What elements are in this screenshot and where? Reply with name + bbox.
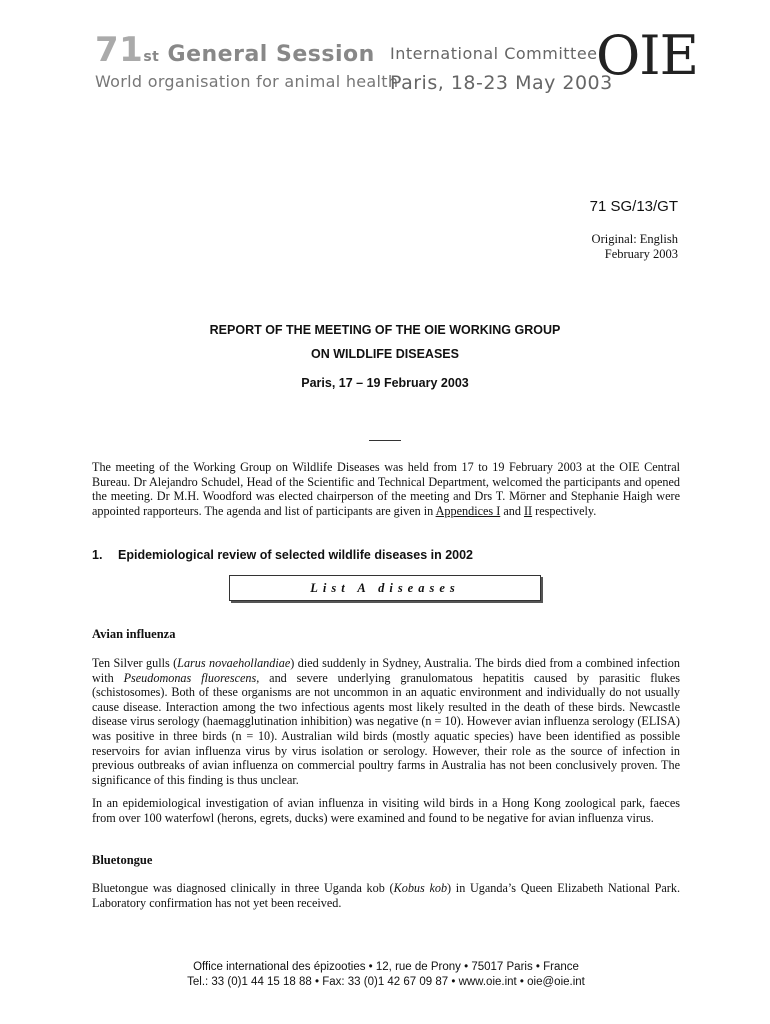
avian-influenza-heading: Avian influenza [92,627,176,641]
species-kobus: Kobus kob [393,881,448,895]
committee-label: International Committee [390,44,598,63]
original-language: Original: English [591,232,678,246]
bluetongue-heading: Bluetongue [92,853,153,867]
intro-and: and [500,503,524,518]
avian-influenza-paragraph-2: In an epidemiological investigation of avian influenza in visiting wild birds in a Hong Kong zoological park, faeces from over 100 waterfowl (herons, egrets, ducks) were examined and found to be negative for avian influenza virus. [92,796,680,825]
session-word-general: General [167,42,268,67]
report-title-line1: REPORT OF THE MEETING OF THE OIE WORKING GROUP [209,323,561,337]
avian-text-c: , and severe underlying granulomatous hepatitis caused by parasitic flukes (schistosomes). Both of these organisms are not uncommon in an aquatic environment and individually do not usually cause disease. Interaction among the two infectious agents most likely resulted in the death of these birds. Newcastle disease virus serology (haemagglutination inhibition) was negative (n = 10). However avian influenza serology (ELISA) was positive in three birds (n = 10). Australian wild birds (mostly aquatic species) have been identified as possible reservoirs for avian influenza virus by virus isolation or serology. However, their role as the source of infection in previous outbreaks of avian influenza on commercial poultry farms in Australia has not been conclusively proven. The significance of this finding is thus unclear. [92,670,680,787]
session-suffix: st [143,49,160,65]
session-banner [95,30,398,91]
page-footer [92,960,680,990]
session-subtitle: World organisation for animal health [95,72,399,91]
footer-contact: Tel.: 33 (0)1 44 15 18 88 • Fax: 33 (0)1 42 67 09 87 • www.oie.int • oie@oie.int [187,976,585,988]
avian-text-b: ) died suddenly in Sydney, Australia. The birds died from a combined infection with [92,656,680,685]
intro-paragraph [92,460,680,518]
report-title-line2: ON WILDLIFE DISEASES [311,347,459,361]
session-word-session: Session [276,42,375,67]
avian-text-a: Ten Silver gulls ( [92,656,178,670]
section-title: Epidemiological review of selected wildlife diseases in 2002 [118,548,474,562]
bluetongue-text-b: ) in Uganda’s Queen Elizabeth National Park. Laboratory confirmation has not yet been received. [92,881,681,910]
species-larus: Larus novaehollandiae [177,656,291,670]
intro-end: respectively. [532,503,597,518]
appendix-ii-link[interactable]: II [523,503,533,518]
avian-influenza-paragraph-1 [92,656,680,787]
bluetongue-paragraph [92,881,680,910]
document-reference: 71 SG/13/GT [589,198,678,215]
section-number: 1. [92,548,103,562]
footer-address: Office international des épizooties • 12, rue de Prony • 75017 Paris • France [193,961,579,973]
bluetongue-text-a: Bluetongue was diagnosed clinically in three Uganda kob ( [92,881,394,895]
list-a-diseases-box: List A diseases [229,575,541,601]
title-divider [369,440,401,441]
species-pseudomonas: Pseudomonas fluorescens [123,670,257,685]
report-title-dates: Paris, 17 – 19 February 2003 [301,376,469,390]
appendix-i-link[interactable]: Appendices I [435,503,501,518]
intro-text: The meeting of the Working Group on Wildlife Diseases was held from 17 to 19 February 2003 at the OIE Central Bureau. Dr Alejandro Schudel, Head of the Scientific and Technical Department, welcomed the participants and opened the meeting. Dr M.H. Woodford was elected chairperson of the meeting and Drs T. Mörner and Stephanie Haigh were appointed rapporteurs. The agenda and list of participants are given in [92,460,680,518]
session-number: 71 [95,30,144,70]
section-1-heading [92,548,473,562]
oie-logo: OIE [596,24,699,87]
document-date: February 2003 [604,247,678,261]
session-place-dates: Paris, 18-23 May 2003 [390,72,613,94]
